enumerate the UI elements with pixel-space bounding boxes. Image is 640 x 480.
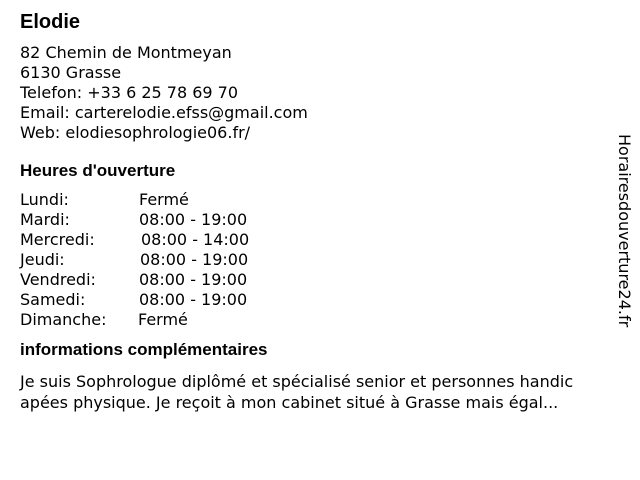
hours-value: 08:00 - 19:00 [140,250,249,269]
day-label: Samedi: [20,290,86,309]
business-name: Elodie [20,11,81,33]
day-label: Mardi: [20,210,70,229]
hours-value: 08:00 - 14:00 [141,230,250,249]
business-card [20,11,610,413]
hours-value: Fermé [138,310,188,329]
address-street: 82 Chemin de Montmeyan [20,43,232,62]
hours-value: Fermé [139,190,189,209]
email-text: Email: carterelodie.efss@gmail.com [20,103,308,122]
hours-row-sunday [20,310,610,330]
website-text: Web: elodiesophrologie06.fr/ [20,123,251,142]
info-line: Je suis Sophrologue diplômé et spécialisé senior et personnes handic [20,372,574,391]
opening-hours-table [20,190,610,330]
opening-hours-heading: Heures d'ouverture [20,161,176,180]
hours-row-monday [20,190,610,210]
hours-value: 08:00 - 19:00 [139,290,248,309]
hours-row-saturday [20,290,610,310]
info-line: apées physique. Je reçoit à mon cabinet situé à Grasse mais égal... [20,393,559,412]
additional-info-heading: informations complémentaires [20,340,268,359]
day-label: Vendredi: [20,270,96,289]
hours-row-thursday [20,250,610,270]
hours-value: 08:00 - 19:00 [139,270,248,289]
address-city: 6130 Grasse [20,63,122,82]
hours-value: 08:00 - 19:00 [139,210,248,229]
hours-row-tuesday [20,210,610,230]
day-label: Lundi: [20,190,69,209]
hours-row-wednesday [20,230,610,250]
contact-block [20,43,610,143]
day-label: Mercredi: [20,230,95,249]
additional-info-text [20,371,610,413]
watermark-text: Horairesdouverture24.fr [615,134,634,328]
day-label: Jeudi: [20,250,65,269]
site-watermark [614,134,634,344]
hours-row-friday [20,270,610,290]
day-label: Dimanche: [20,310,107,329]
phone-text: Telefon: +33 6 25 78 69 70 [20,83,239,102]
